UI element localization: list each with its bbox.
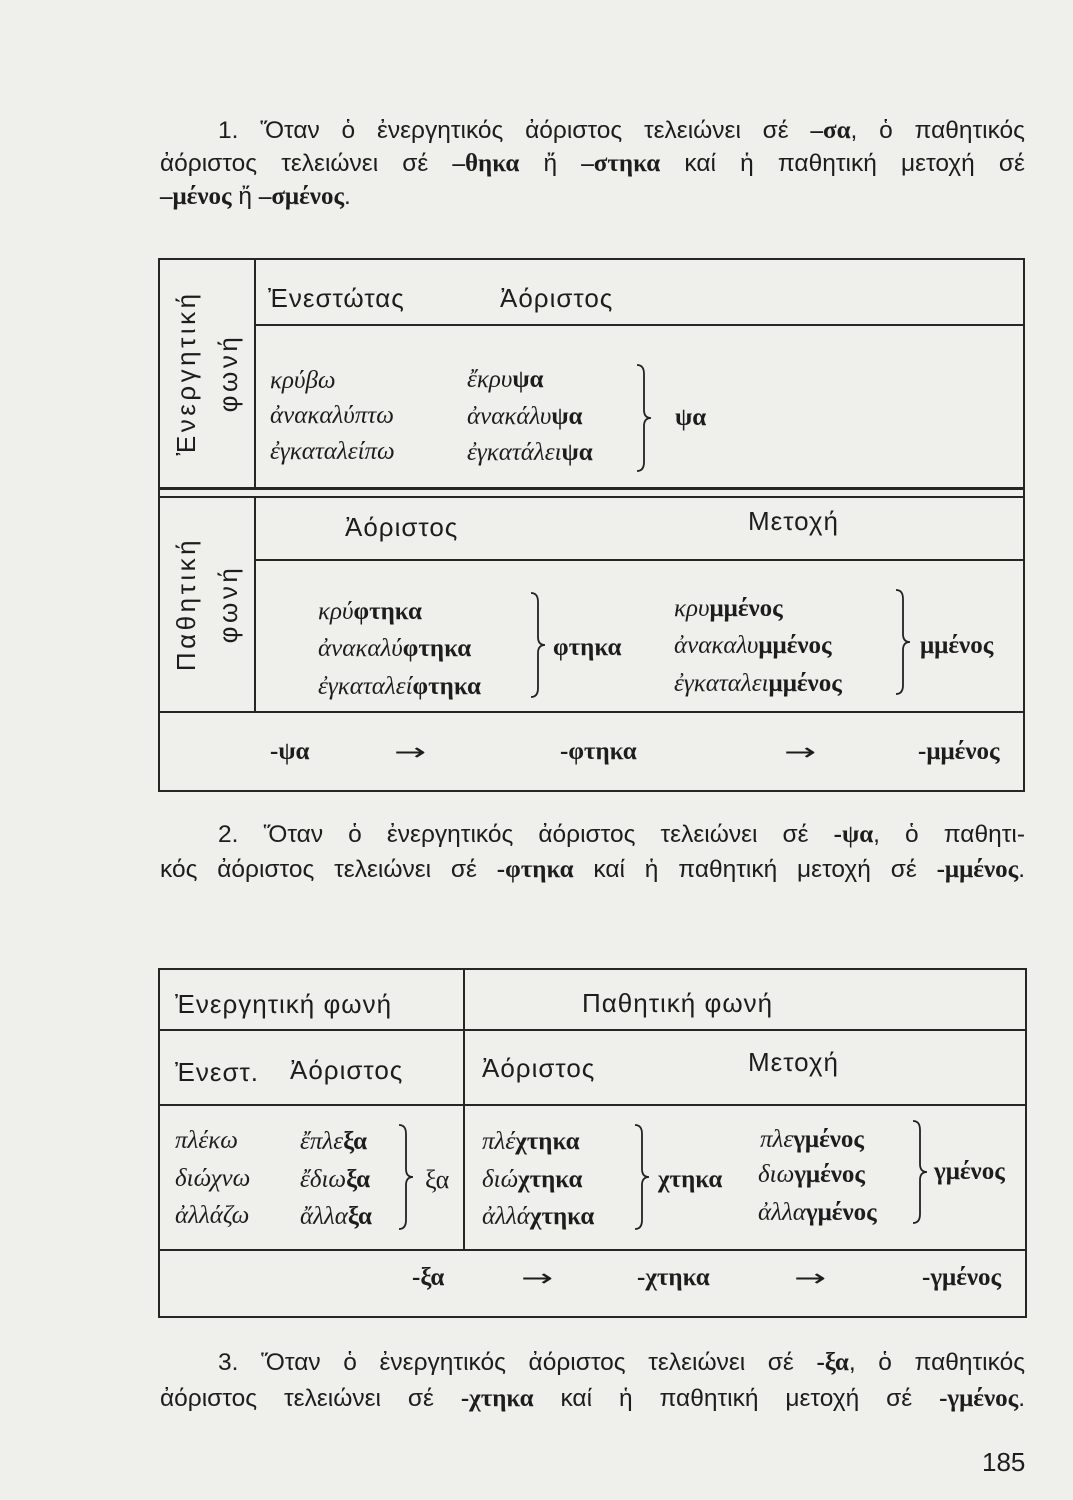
arrow-right-icon — [783, 737, 817, 767]
word-stem: κρυ — [674, 595, 710, 622]
table-1-participle-ending: μμένος — [920, 632, 994, 659]
paragraph-text: καί ἡ παθητική μετοχή σέ — [573, 856, 937, 883]
paragraph-text: , ὁ παθητι- — [873, 821, 1025, 848]
word-stem: ἔπλε — [300, 1128, 344, 1155]
arrow-right-icon — [793, 1263, 827, 1293]
right-brace-icon — [636, 364, 652, 472]
arrow-right-icon — [520, 1263, 554, 1293]
table-1-label-divider-upper — [254, 259, 256, 488]
word-ending: μμένος — [758, 632, 832, 659]
right-brace-icon — [530, 592, 546, 698]
table-1-aorist-row-1 — [467, 364, 543, 394]
word-stem: ἀνακαλύ — [318, 635, 403, 662]
table-1-passive-aorist-ending: φτηκα — [553, 634, 622, 661]
table-1-summary-participle: -μμένος — [918, 738, 1000, 765]
paragraph-1-line-2 — [160, 147, 1025, 180]
paragraph-ending: -φτηκα — [496, 856, 574, 883]
table-2-aorist-row-1 — [300, 1126, 367, 1156]
paragraph-ending: –σα — [810, 117, 851, 144]
paragraph-text: ἀόριστος τελειώνει σέ — [160, 1385, 461, 1412]
table-1-header-participle: Μετοχή — [748, 506, 840, 536]
paragraph-text: . — [1018, 856, 1025, 883]
paragraph-text: 3. Ὅταν ὁ ἐνεργητικός ἀόριστος τελειώνει σέ — [218, 1349, 817, 1376]
paragraph-3-line-1 — [160, 1345, 1025, 1381]
paragraph-ending: -ψα — [833, 821, 874, 848]
table-1-participle-row-3 — [674, 668, 842, 698]
table-1-header-present: Ἐνεστώτας — [268, 283, 405, 313]
paragraph-1 — [160, 114, 1025, 213]
table-2-participle-ending: γμένος — [934, 1158, 1005, 1185]
paragraph-text: 1. Ὅταν ὁ ἐνεργητικός ἀόριστος τελειώνει σέ — [218, 117, 811, 144]
arrow-glyph: → — [783, 738, 817, 766]
word-ending: ψα — [512, 366, 544, 393]
table-1-passive-aorist-row-2 — [318, 633, 471, 663]
table-1-present-row-3: ἐγκαταλείπω — [270, 438, 395, 465]
arrow-glyph: → — [393, 738, 427, 766]
table-1-summary-active: -ψα — [270, 738, 310, 765]
word-ending: ξα — [346, 1166, 371, 1193]
table-1-header-aorist: Ἀόριστος — [500, 283, 614, 313]
paragraph-text: . — [1018, 1385, 1025, 1412]
paragraph-3 — [160, 1345, 1025, 1417]
table-2-summary-active: -ξα — [412, 1264, 445, 1291]
right-brace-icon — [912, 1120, 928, 1224]
table-1-section-rule-b — [158, 496, 1025, 498]
word-stem: πλέ — [482, 1128, 516, 1155]
word-stem: κρύ — [318, 598, 354, 625]
table-2-header-active-voice: Ἐνεργητική φωνή — [175, 989, 393, 1019]
paragraph-ending: –μένος — [160, 183, 232, 210]
vertical-label-line: φωνή — [212, 564, 243, 644]
table-1-present-row-2: ἀνακαλύπτω — [270, 402, 394, 429]
word-ending: μμένος — [768, 670, 842, 697]
table-2-summary-participle: -γμένος — [922, 1264, 1002, 1291]
word-stem: πλε — [760, 1126, 794, 1153]
word-stem: ἀλλά — [482, 1203, 530, 1230]
table-1-header-rule-lower — [255, 559, 1024, 561]
table-2-subheader-present: Ἐνεστ. — [175, 1057, 260, 1087]
paragraph-text: 2. Ὅταν ὁ ἐνεργητικός ἀόριστος τελειώνει σέ — [218, 821, 834, 848]
word-stem: ἐγκατάλει — [467, 439, 562, 466]
paragraph-1-line-1 — [160, 114, 1025, 147]
paragraph-1-line-3 — [160, 180, 1025, 213]
word-stem: ἀνακαλυ — [674, 632, 759, 659]
table-1-passive-aorist-row-3 — [318, 671, 481, 701]
table-2-aorist-row-3 — [300, 1201, 372, 1231]
vertical-label-line: φωνή — [212, 333, 243, 413]
arrow-right-icon — [393, 737, 427, 767]
page-number: 185 — [982, 1447, 1026, 1477]
word-stem: ἔδιω — [300, 1166, 347, 1193]
word-ending: γμένος — [805, 1199, 877, 1226]
word-stem: ἐγκαταλεί — [318, 673, 413, 700]
table-2-header-rule-1 — [158, 1029, 1027, 1031]
table-1-passive-voice-label — [162, 504, 252, 704]
word-stem: ἀνακάλυ — [467, 403, 552, 430]
table-1-header-passive-aorist: Ἀόριστος — [345, 512, 459, 542]
table-1-section-rule-a — [158, 487, 1025, 490]
paragraph-ending: -ξα — [816, 1349, 849, 1376]
vertical-label-line: Παθητική — [170, 536, 201, 672]
table-2-aorist-row-2 — [300, 1164, 370, 1194]
table-2-participle-row-2 — [758, 1159, 865, 1189]
right-brace-icon — [634, 1124, 650, 1230]
table-1-aorist-ending: ψα — [675, 404, 707, 431]
paragraph-ending: -χτηκα — [460, 1385, 534, 1412]
right-brace-icon — [895, 589, 911, 695]
arrow-glyph: → — [520, 1264, 554, 1292]
table-2-passive-aorist-row-1 — [482, 1126, 580, 1156]
paragraph-text: ἤ — [519, 150, 582, 177]
word-stem: ἐγκαταλει — [674, 670, 769, 697]
word-ending: ξα — [347, 1203, 372, 1230]
table-2-summary-rule — [158, 1249, 1027, 1251]
paragraph-2-line-1 — [160, 817, 1025, 852]
word-stem: ἀλλα — [758, 1199, 806, 1226]
table-2-frame — [158, 968, 1027, 1318]
table-1-passive-aorist-row-1 — [318, 596, 422, 626]
right-brace-icon — [398, 1124, 414, 1230]
arrow-glyph: → — [793, 1264, 827, 1292]
table-2-passive-aorist-row-2 — [482, 1164, 582, 1194]
word-ending: ξα — [343, 1128, 368, 1155]
word-stem: διω — [758, 1161, 795, 1188]
word-ending: χτηκα — [529, 1203, 595, 1230]
paragraph-text: ἀόριστος τελειώνει σέ — [160, 150, 453, 177]
paragraph-text: , ὁ παθητικός — [850, 117, 1025, 144]
table-2-passive-aorist-ending: χτηκα — [658, 1166, 723, 1193]
paragraph-text: καί ἡ παθητική μετοχή σέ — [660, 150, 1025, 177]
word-ending: χτηκα — [515, 1128, 580, 1155]
word-ending: φτηκα — [353, 598, 422, 625]
table-2-aorist-ending: ξα — [425, 1165, 450, 1194]
word-stem: ἔκρυ — [467, 366, 513, 393]
word-ending: φτηκα — [412, 673, 481, 700]
table-1-header-rule-upper — [255, 324, 1024, 326]
table-2-participle-row-3 — [758, 1197, 877, 1227]
table-2-header-rule-2 — [158, 1104, 1027, 1106]
table-1-participle-row-2 — [674, 630, 832, 660]
word-stem: ἄλλα — [300, 1203, 348, 1230]
paragraph-ending: –σμένος — [258, 183, 344, 210]
table-1-summary-passive-aorist: -φτηκα — [560, 738, 637, 765]
table-1-present-row-1: κρύβω — [270, 367, 336, 394]
vertical-label-line: Ἐνεργητική — [170, 290, 201, 456]
table-1-aorist-row-2 — [467, 401, 583, 431]
table-1-aorist-row-3 — [467, 437, 593, 467]
paragraph-ending: -μμένος — [936, 856, 1019, 883]
paragraph-text: , ὁ παθητικός — [848, 1349, 1025, 1376]
table-2-participle-row-1 — [760, 1124, 864, 1154]
table-2-subheader-participle: Μετοχή — [748, 1047, 840, 1077]
table-2-summary-passive-aorist: -χτηκα — [637, 1264, 710, 1291]
table-2-passive-aorist-row-3 — [482, 1201, 594, 1231]
table-2-present-row-3: ἀλλάζω — [175, 1202, 250, 1229]
paragraph-ending: –στηκα — [581, 150, 661, 177]
word-ending: μμένος — [709, 595, 783, 622]
word-stem: διώ — [482, 1166, 519, 1193]
word-ending: γμένος — [794, 1161, 865, 1188]
table-2-header-passive-voice: Παθητική φωνή — [582, 988, 774, 1018]
table-1-participle-row-1 — [674, 593, 783, 623]
table-1-label-divider-lower — [254, 497, 256, 712]
paragraph-3-line-2 — [160, 1381, 1025, 1417]
table-2-subheader-aorist: Ἀόριστος — [290, 1055, 404, 1085]
table-1-active-voice-label — [162, 263, 252, 483]
paragraph-ending: -γμένος — [939, 1385, 1019, 1412]
paragraph-text: . — [344, 183, 351, 210]
paragraph-text: καί ἡ παθητική μετοχή σέ — [533, 1385, 940, 1412]
paragraph-text: κός ἀόριστος τελειώνει σέ — [160, 856, 497, 883]
word-ending: ψα — [551, 403, 583, 430]
word-ending: φτηκα — [402, 635, 472, 662]
paragraph-ending: –θηκα — [452, 150, 520, 177]
word-ending: γμένος — [793, 1126, 864, 1153]
table-2-present-row-1: πλέκω — [175, 1127, 238, 1154]
table-2-voice-divider — [463, 969, 465, 1250]
paragraph-2-line-2 — [160, 852, 1025, 887]
table-1-summary-rule — [158, 711, 1025, 713]
paragraph-2 — [160, 817, 1025, 887]
paragraph-text: ἤ — [231, 183, 259, 210]
word-ending: χτηκα — [518, 1166, 583, 1193]
table-2-subheader-passive-aorist: Ἀόριστος — [482, 1053, 596, 1083]
table-2-present-row-2: διώχνω — [175, 1165, 251, 1192]
word-ending: ψα — [561, 439, 593, 466]
